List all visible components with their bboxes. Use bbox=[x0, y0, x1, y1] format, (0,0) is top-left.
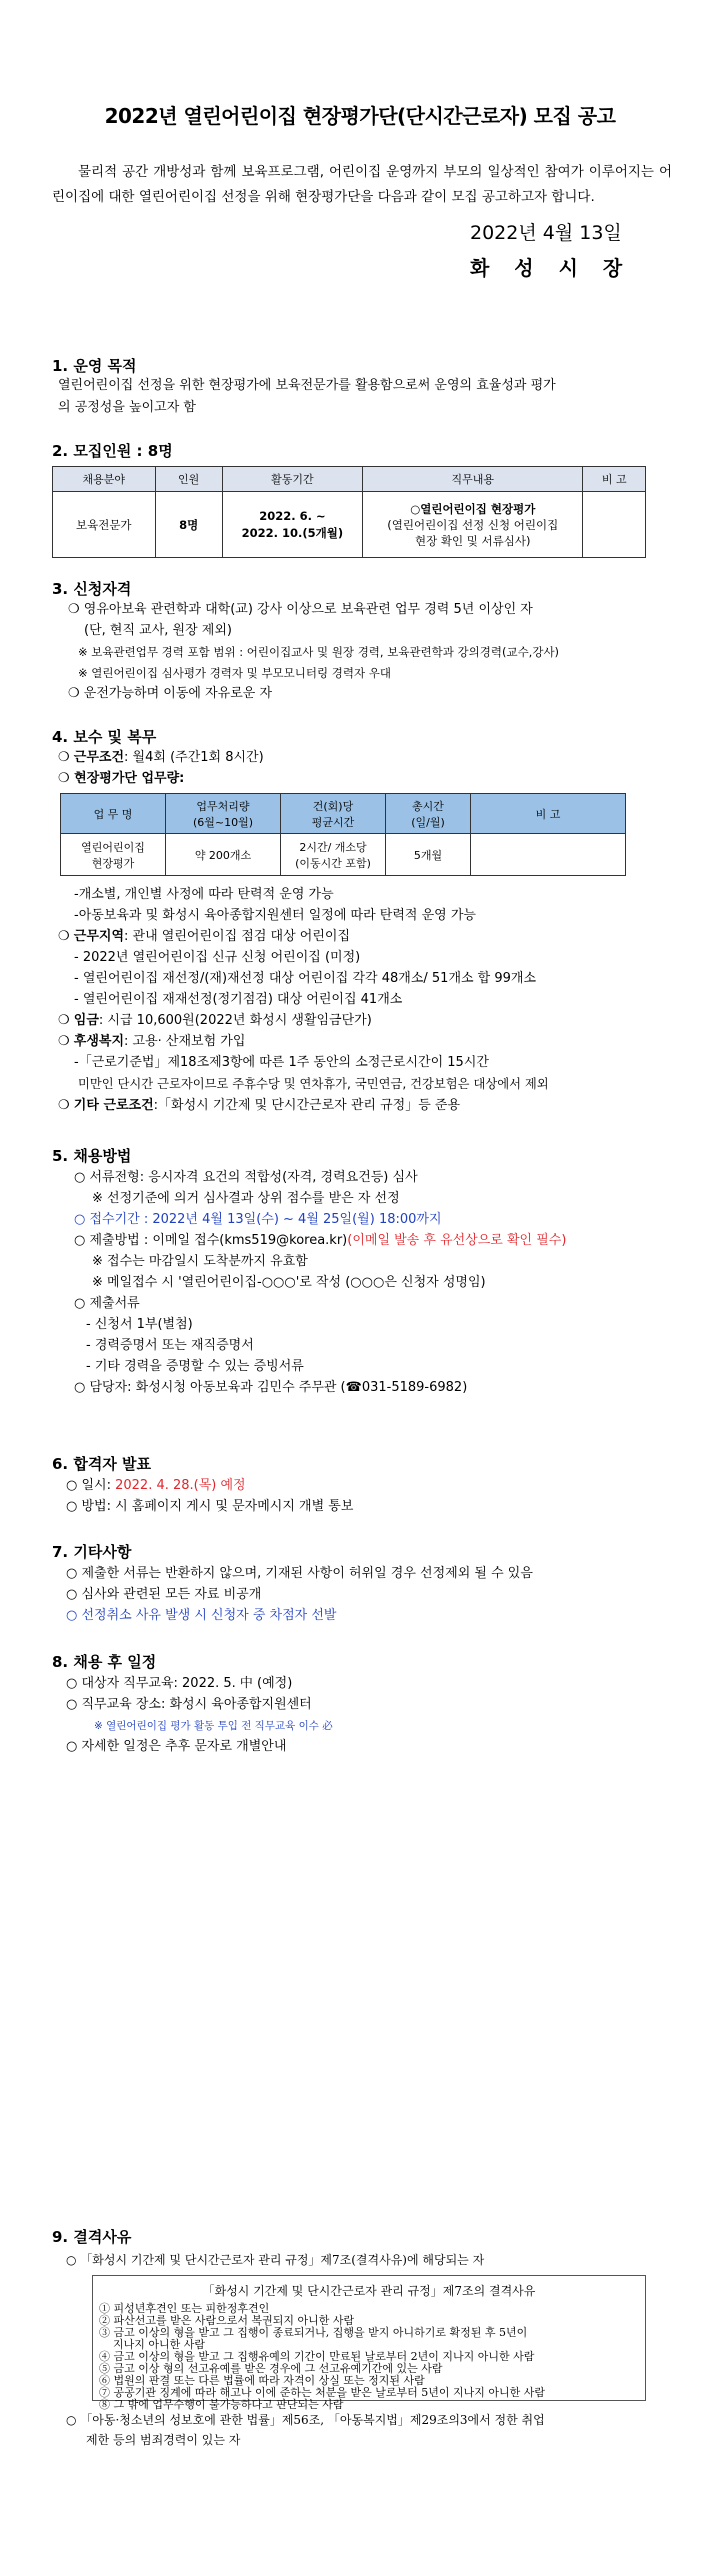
s4-note-2: -아동보육과 및 화성시 육아종합지원센터 일정에 따라 탄력적 운영 가능 bbox=[74, 908, 476, 923]
box-item-4: ④ 금고 이상의 형을 받고 그 집행유예의 기간이 만료된 날로부터 2년이 지나지 아니한 사람 bbox=[99, 2350, 535, 2363]
box-item-3: ③ 금고 이상의 형을 받고 그 집행이 종료되거나, 집행을 받지 아니하기로 확정된 후 5년이 bbox=[99, 2326, 528, 2339]
s5-line-2: ※ 선정기준에 의거 심사결과 상위 점수를 받은 자 선정 bbox=[92, 1191, 400, 1206]
cell-note bbox=[583, 492, 646, 558]
section-6-heading: 6. 합격자 발표 bbox=[52, 1455, 152, 1473]
s4-note-1: -개소별, 개인별 사정에 따라 탄력적 운영 가능 bbox=[74, 887, 334, 902]
s4-area: ❍ 근무지역: 관내 열린어린이집 점검 대상 어린이집 bbox=[58, 929, 351, 944]
cell-duty bbox=[363, 492, 583, 558]
s4-area-1: - 2022년 열린어린이집 신규 신청 어린이집 (미정) bbox=[74, 950, 361, 965]
s6-line-1 bbox=[66, 1476, 246, 1496]
th-duty: 직무내용 bbox=[363, 467, 583, 492]
th-volume: 업무처리량 (6월~10월) bbox=[166, 794, 281, 834]
welfare-label: 후생복지 bbox=[73, 1034, 125, 1049]
s4-area-3: - 열린어린이집 재재선정(정기점검) 대상 어린이집 41개소 bbox=[74, 992, 403, 1007]
s5-line-4 bbox=[74, 1231, 566, 1251]
section-2-heading: 2. 모집인원 : 8명 bbox=[52, 442, 173, 460]
s6-line-2: ○ 방법: 시 홈페이지 게시 및 문자메시지 개별 통보 bbox=[66, 1499, 354, 1514]
cell-count: 8명 bbox=[155, 492, 222, 558]
period-end: 2022. 10.(5개월) bbox=[241, 525, 344, 540]
s4-wage: ❍ 임금: 시급 10,600원(2022년 화성시 생활임금단가) bbox=[58, 1013, 372, 1028]
s5-line-3: ○ 접수기간 : 2022년 4월 13일(수) ~ 4월 25일(월) 18:00까지 bbox=[74, 1212, 442, 1227]
s4-welfare: ❍ 후생복지: 고용· 산재보험 가입 bbox=[58, 1034, 246, 1049]
duty-line-1: ○열린어린이집 현장평가 bbox=[410, 501, 536, 516]
s4-work-condition: ❍ 근무조건: 월4회 (주간1회 8시간) bbox=[58, 750, 264, 765]
th-total: 총시간 (일/월) bbox=[386, 794, 471, 834]
s3-line-1: ❍ 영유아보육 관련학과 대학(교) 강사 이상으로 보육관련 업무 경력 5년 이상인 자 bbox=[68, 602, 533, 617]
cell-avg-time: 2시간/ 개소당 (이동시간 포함) bbox=[281, 834, 386, 876]
etc-label: 기타 근로조건 bbox=[73, 1098, 154, 1113]
s4-etc: ❍ 기타 근로조건:「화성시 기간제 및 단시간근로자 관리 규정」등 준용 bbox=[58, 1098, 461, 1113]
s5-line-5: ※ 접수는 마감일시 도착분까지 유효함 bbox=[92, 1254, 308, 1269]
cell-remark bbox=[471, 834, 626, 876]
s4-welfare-1: -「근로기준법」제18조제3항에 따른 1주 동안의 소정근로시간이 15시간 bbox=[74, 1055, 489, 1070]
box-item-1: ① 피성년후견인 또는 피한정후견인 bbox=[99, 2302, 270, 2315]
s9-line-2: ○ 「아동·청소년의 성보호에 관한 법률」제56조, 「아동복지법」제29조의3에서 정한 취업 bbox=[66, 2413, 545, 2427]
welfare-value: : 고용· 산재보험 가입 bbox=[124, 1034, 246, 1049]
wage-label: 임금 bbox=[73, 1013, 99, 1028]
s5-line-6: ※ 메일접수 시 '열린어린이집-○○○'로 작성 (○○○은 신청자 성명임) bbox=[92, 1275, 486, 1290]
s8-line-2: ○ 직무교육 장소: 화성시 육아종합지원센터 bbox=[66, 1697, 312, 1712]
submit-method: ○ 제출방법 : 이메일 접수(kms519@korea.kr) bbox=[74, 1233, 348, 1248]
s8-line-4: ○ 자세한 일정은 추후 문자로 개별안내 bbox=[66, 1739, 287, 1754]
box-item-2: ② 파산선고를 받은 사람으로서 복권되지 아니한 사람 bbox=[99, 2314, 355, 2327]
s1-line-1: 열린어린이집 선정을 위한 현장평가에 보육전문가를 활용함으로써 운영의 효율성과 평가 bbox=[58, 378, 556, 393]
section-9-heading: 9. 결격사유 bbox=[52, 2228, 132, 2246]
box-title: 「화성시 기간제 및 단시간근로자 관리 규정」제7조의 결격사유 bbox=[202, 2284, 536, 2298]
s7-line-1: ○ 제출한 서류는 반환하지 않으며, 기재된 사항이 허위일 경우 선정제외 될 수 있음 bbox=[66, 1566, 533, 1581]
box-item-7: ⑦ 공공기관 징계에 따라 해고나 이에 준하는 처분을 받은 날로부터 5년이 지나지 아니한 사람 bbox=[99, 2386, 545, 2399]
section-3-heading: 3. 신청자격 bbox=[52, 580, 132, 598]
box-item-3b: 지나지 아니한 사람 bbox=[113, 2338, 206, 2351]
duty-line-2: (열린어린이집 선정 신청 어린이집 bbox=[387, 517, 559, 532]
s3-line-3: ※ 보육관련업무 경력 포함 범위 : 어린이집교사 및 원장 경력, 보육관련학과 강의경력(교수,강사) bbox=[78, 645, 560, 659]
issuer-name: 화 성 시 장 bbox=[470, 256, 632, 280]
recruit-table bbox=[52, 466, 646, 558]
s5-line-11: ○ 담당자: 화성시청 아동보육과 김민수 주무관 (☎031-5189-6982) bbox=[74, 1380, 468, 1395]
s9-line-1: ○ 「화성시 기간제 및 단시간근로자 관리 규정」제7조(결격사유)에 해당되는 자 bbox=[66, 2253, 485, 2267]
box-item-5: ⑤ 금고 이상 형의 선고유예를 받은 경우에 그 선고유예기간에 있는 사람 bbox=[99, 2362, 443, 2375]
area-value: : 관내 열린어린이집 점검 대상 어린이집 bbox=[124, 929, 351, 944]
s1-line-2: 의 공정성을 높이고자 함 bbox=[58, 400, 196, 415]
etc-value: :「화성시 기간제 및 단시간근로자 관리 규정」등 준용 bbox=[153, 1098, 461, 1113]
s5-line-7: ○ 제출서류 bbox=[74, 1296, 140, 1311]
cell-period bbox=[222, 492, 362, 558]
s5-line-8: - 신청서 1부(별첨) bbox=[86, 1317, 193, 1332]
s3-line-4: ※ 열린어린이집 심사평가 경력자 및 부모모니터링 경력자 우대 bbox=[78, 666, 391, 680]
section-5-heading: 5. 채용방법 bbox=[52, 1147, 132, 1165]
th-task: 업 무 명 bbox=[61, 794, 166, 834]
s4-welfare-2: 미만인 단시간 근로자이므로 주휴수당 및 연차휴가, 국민연금, 건강보험은 대상에서 제외 bbox=[78, 1077, 549, 1091]
s9-line-2b: 제한 등의 범죄경력이 있는 자 bbox=[86, 2433, 241, 2447]
th-count: 인원 bbox=[155, 467, 222, 492]
s3-line-5: ❍ 운전가능하며 이동에 자유로운 자 bbox=[68, 686, 272, 701]
work-label: 근무조건 bbox=[73, 750, 125, 765]
s4-duty-label: ❍ 현장평가단 업무량: bbox=[58, 771, 185, 786]
disqualification-box bbox=[92, 2275, 646, 2411]
th-note: 비 고 bbox=[583, 467, 646, 492]
s5-line-1: ○ 서류전형: 응시자격 요건의 적합성(자격, 경력요건등) 심사 bbox=[74, 1170, 418, 1185]
s4-area-2: - 열린어린이집 재선정/(재)재선정 대상 어린이집 각각 48개소/ 51개소 합 99개소 bbox=[74, 971, 537, 986]
period-start: 2022. 6. ~ bbox=[259, 508, 326, 523]
th-field: 채용분야 bbox=[53, 467, 156, 492]
section-4-heading: 4. 보수 및 복무 bbox=[52, 728, 157, 746]
s8-line-3: ※ 열린어린이집 평가 활동 투입 전 직무교육 이수 必 bbox=[94, 1720, 333, 1732]
cell-field: 보육전문가 bbox=[53, 492, 156, 558]
submit-warning: (이메일 발송 후 유선상으로 확인 필수) bbox=[347, 1233, 567, 1248]
section-7-heading: 7. 기타사항 bbox=[52, 1543, 132, 1561]
s8-line-1: ○ 대상자 직무교육: 2022. 5. 中 (예정) bbox=[66, 1676, 293, 1691]
duty-line-3: 현장 확인 및 서류심사) bbox=[415, 533, 531, 548]
announce-date-label: ○ 일시: bbox=[66, 1478, 116, 1493]
page-title: 2022년 열린어린이집 현장평가단(단시간근로자) 모집 공고 bbox=[104, 104, 616, 128]
intro-paragraph: 물리적 공간 개방성과 함께 보육프로그램, 어린이집 운영까지 부모의 일상적인 참여가 이루어지는 어린이집에 대한 열린어린이집 선정을 위해 현장평가단을 다음과 같이 모집 공고하고자 합니다. bbox=[52, 164, 672, 205]
s5-line-10: - 기타 경력을 증명할 수 있는 증빙서류 bbox=[86, 1359, 304, 1374]
cell-total: 5개월 bbox=[386, 834, 471, 876]
s5-line-9: - 경력증명서 또는 재직증명서 bbox=[86, 1338, 254, 1353]
cell-volume: 약 200개소 bbox=[166, 834, 281, 876]
wage-value: : 시급 10,600원(2022년 화성시 생활임금단가) bbox=[98, 1013, 372, 1028]
announcement-date: 2022년 4월 13일 bbox=[470, 222, 622, 244]
s7-line-2: ○ 심사와 관련된 모든 자료 비공개 bbox=[66, 1587, 262, 1602]
th-period: 활동기간 bbox=[222, 467, 362, 492]
s7-line-3: ○ 선정취소 사유 발생 시 신청자 중 차점자 선발 bbox=[66, 1608, 337, 1623]
work-value: : 월4회 (주간1회 8시간) bbox=[124, 750, 264, 765]
box-item-6: ⑥ 법원의 판결 또는 다른 법률에 따라 자격이 상실 또는 정지된 사람 bbox=[99, 2374, 425, 2387]
announce-date-value: 2022. 4. 28.(목) 예정 bbox=[115, 1478, 246, 1493]
s3-line-2: (단, 현직 교사, 원장 제외) bbox=[84, 623, 232, 638]
th-remark: 비 고 bbox=[471, 794, 626, 834]
area-label: 근무지역 bbox=[73, 929, 125, 944]
cell-task: 열린어린이집 현장평가 bbox=[61, 834, 166, 876]
section-8-heading: 8. 채용 후 일정 bbox=[52, 1653, 157, 1671]
box-item-8: ⑧ 그 밖에 업무수행이 불가능하다고 판단되는 사람 bbox=[99, 2398, 344, 2411]
workload-table bbox=[60, 793, 626, 876]
section-1-heading: 1. 운영 목적 bbox=[52, 357, 137, 375]
th-avg-time: 건(회)당 평균시간 bbox=[281, 794, 386, 834]
